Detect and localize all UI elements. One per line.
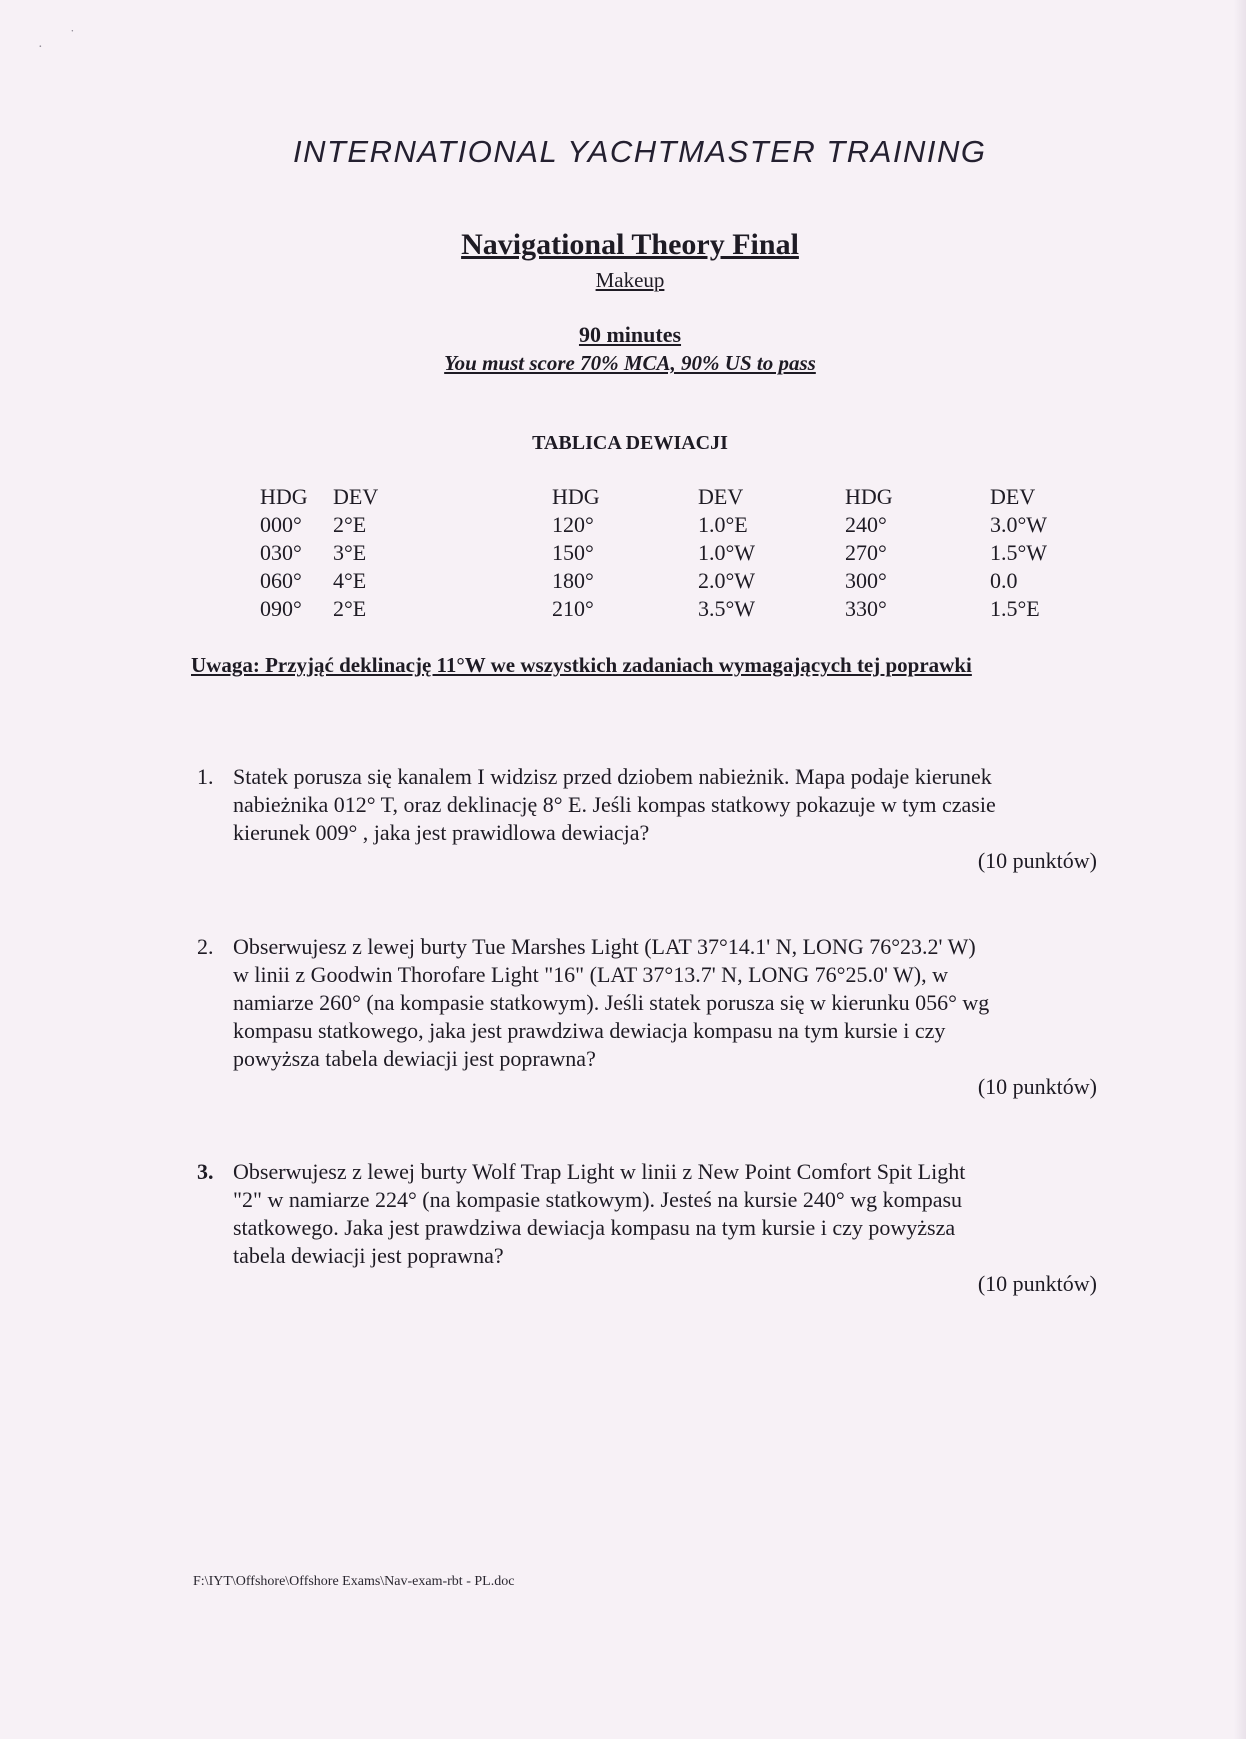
table-header-hdg: HDG <box>845 484 893 509</box>
table-cell-dev: 1.0°E <box>698 512 748 537</box>
table-cell-dev: 2.0°W <box>698 568 756 593</box>
question-line: tabela dewiacji jest poprawna? <box>233 1243 504 1268</box>
pass-requirement: You must score 70% MCA, 90% US to pass <box>444 351 816 375</box>
question-line: kompasu statkowego, jaka jest prawdziwa dewiacja kompasu na tym kursie i czy <box>233 1018 946 1043</box>
table-cell-hdg: 150° <box>552 540 594 565</box>
question-line: "2" w namiarze 224° (na kompasie statkowym). Jesteś na kursie 240° wg kompasu <box>233 1187 963 1212</box>
table-cell-dev: 3°E <box>333 540 367 565</box>
table-cell-hdg: 210° <box>552 596 594 621</box>
question-line: statkowego. Jaka jest prawdziwa dewiacja kompasu na tym kursie i czy powyższa <box>233 1215 956 1240</box>
table-header-dev: DEV <box>698 484 744 509</box>
table-cell-hdg: 270° <box>845 540 887 565</box>
document-header: INTERNATIONAL YACHTMASTER TRAINING <box>293 134 987 169</box>
table-cell-dev: 1.0°W <box>698 540 756 565</box>
question-text <box>233 763 1093 847</box>
table-cell-dev: 1.5°E <box>990 596 1040 621</box>
table-cell-hdg: 180° <box>552 568 594 593</box>
question-points: (10 punktów) <box>977 848 1097 873</box>
question-line: powyższa tabela dewiacji jest poprawna? <box>233 1046 596 1071</box>
question-1 <box>197 763 1097 875</box>
question-text <box>233 933 1093 1073</box>
table-cell-hdg: 120° <box>552 512 594 537</box>
table-cell-hdg: 330° <box>845 596 887 621</box>
question-line: kierunek 009° , jaka jest prawidlowa dewiacja? <box>233 820 650 845</box>
table-header-dev: DEV <box>333 484 379 509</box>
question-line: Obserwujesz z lewej burty Wolf Trap Light w linii z New Point Comfort Spit Light <box>233 1159 966 1184</box>
table-cell-dev: 4°E <box>333 568 367 593</box>
question-points: (10 punktów) <box>977 1271 1097 1296</box>
scan-speck: ˙ <box>70 28 75 43</box>
table-header-hdg: HDG <box>260 484 308 509</box>
table-cell-hdg: 240° <box>845 512 887 537</box>
scan-speck: · <box>38 40 43 55</box>
question-text <box>233 1158 1093 1270</box>
exam-duration: 90 minutes <box>578 322 682 347</box>
question-2 <box>197 933 1097 1101</box>
question-line: Statek porusza się kanalem I widzisz przed dziobem nabieżnik. Mapa podaje kierunek <box>233 764 992 789</box>
question-number: 3. <box>197 1159 214 1184</box>
question-number: 2. <box>197 934 214 959</box>
table-cell-dev: 2°E <box>333 596 367 621</box>
question-3 <box>197 1158 1097 1298</box>
table-cell-dev: 0.0 <box>990 568 1018 593</box>
table-header-dev: DEV <box>990 484 1036 509</box>
table-cell-dev: 2°E <box>333 512 367 537</box>
deviation-table-title: TABLICA DEWIACJI <box>532 432 728 454</box>
table-cell-dev: 3.5°W <box>698 596 756 621</box>
question-number: 1. <box>197 764 214 789</box>
table-header-hdg: HDG <box>552 484 600 509</box>
page-title: Navigational Theory Final <box>461 228 799 261</box>
question-line: Obserwujesz z lewej burty Tue Marshes Light (LAT 37°14.1' N, LONG 76°23.2' W) <box>233 934 976 959</box>
page-subtitle: Makeup <box>595 268 665 292</box>
declination-warning: Uwaga: Przyjąć deklinację 11°W we wszystkich zadaniach wymagających tej poprawki <box>191 653 972 677</box>
table-cell-hdg: 030° <box>260 540 302 565</box>
table-cell-hdg: 060° <box>260 568 302 593</box>
table-cell-dev: 3.0°W <box>990 512 1048 537</box>
question-points: (10 punktów) <box>977 1074 1097 1099</box>
question-line: namiarze 260° (na kompasie statkowym). Jeśli statek porusza się w kierunku 056° wg <box>233 990 990 1015</box>
table-cell-hdg: 300° <box>845 568 887 593</box>
file-path-footer: F:\IYT\Offshore\Offshore Exams\Nav-exam-rbt - PL.doc <box>193 1574 515 1589</box>
table-cell-dev: 1.5°W <box>990 540 1048 565</box>
question-line: nabieżnika 012° T, oraz deklinację 8° E. Jeśli kompas statkowy pokazuje w tym czasie <box>233 792 996 817</box>
table-cell-hdg: 090° <box>260 596 302 621</box>
question-line: w linii z Goodwin Thorofare Light "16" (LAT 37°13.7' N, LONG 76°25.0' W), w <box>233 962 949 987</box>
table-cell-hdg: 000° <box>260 512 302 537</box>
